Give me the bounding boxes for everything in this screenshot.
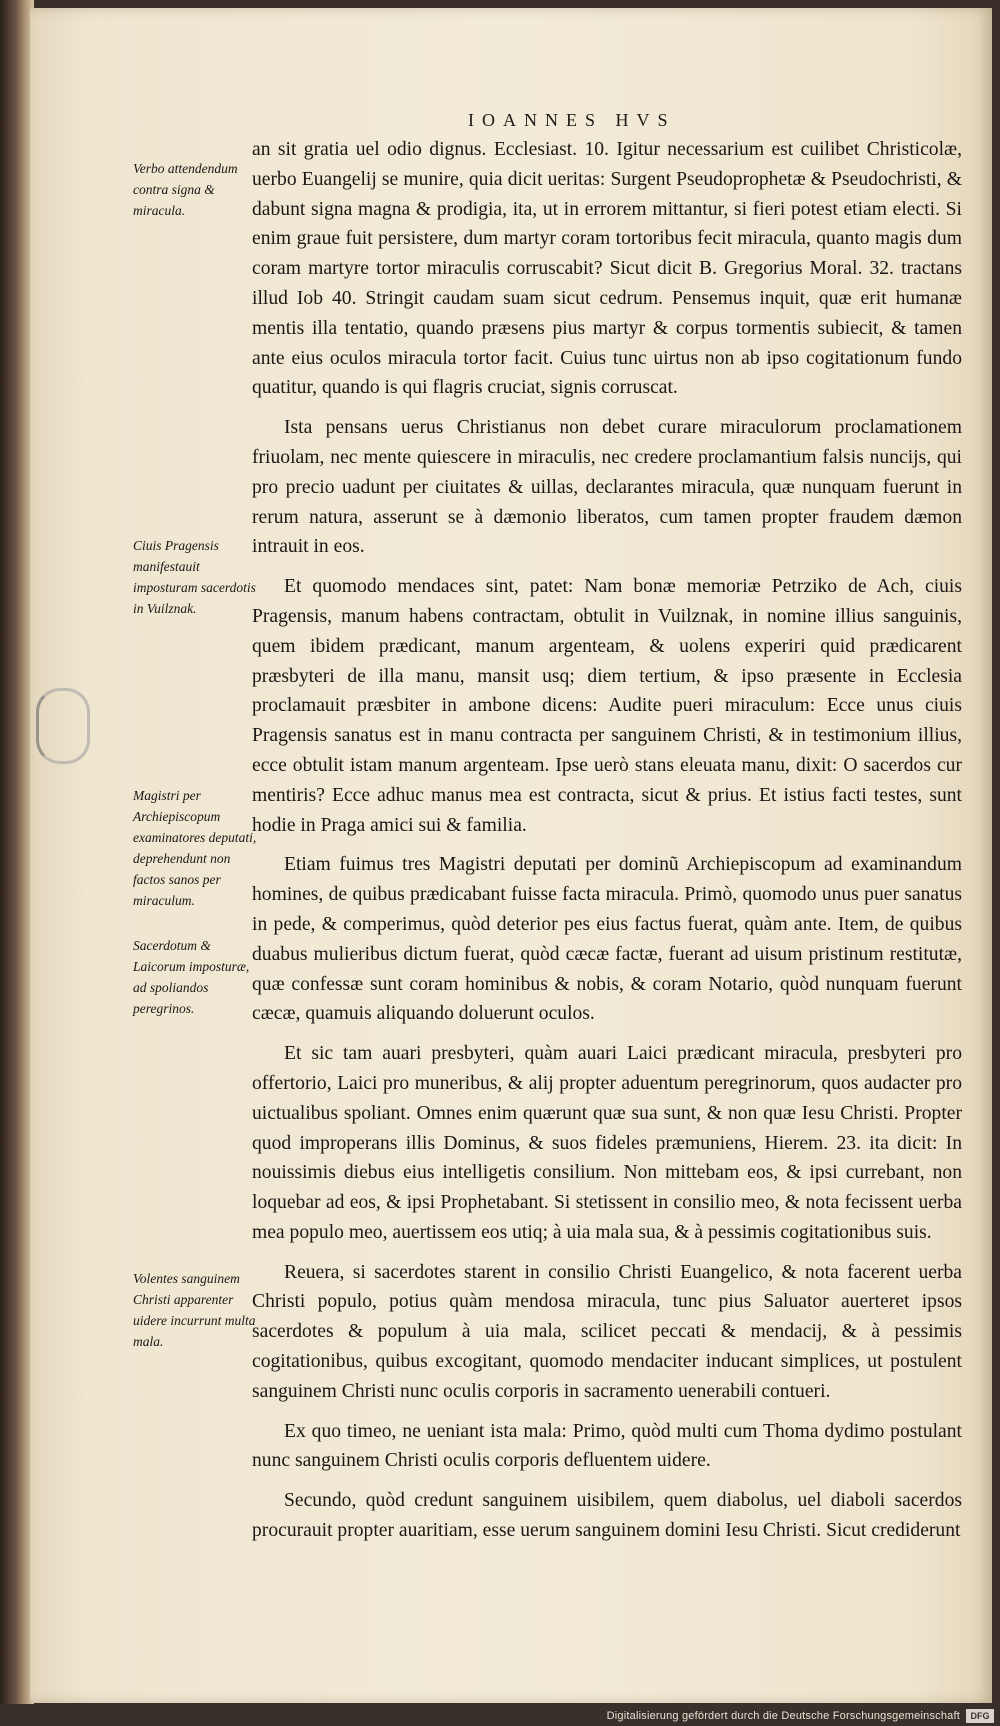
paragraph: Etiam fuimus tres Magistri deputati per dominũ Archiepiscopum ad examinandum homines, de quibus prædicabant fuisse facta miracula. Primò, quomodo unus puer sanatus in pede, & comperimus, quòd deterior pes eius factus fuerat, quàm ante. Item, de quibus duabus mulieribus dictum fuerat, quòd cæcæ factæ, fuerant ad uisum pristinum restitutæ, quæ confessæ sunt coram hominibus & nobis, & coram Notario, quòd nunquam fuerunt cæcæ, quamuis aliquando doluerunt oculos. [252, 854, 962, 1025]
margin-note: Volentes sanguinem Christi apparenter uidere incurrunt multa mala. [133, 1271, 256, 1349]
running-head: IOANNES HVS [468, 110, 676, 130]
margin-note: Sacerdotum & Laicorum imposturæ, ad spoliandos peregrinos. [133, 938, 250, 1016]
paragraph: Ista pensans uerus Christianus non debet curare miraculorum proclamationem friuolam, nec mente quiescere in miraculis, nec credere proclamantium falsis nuncijs, qui pro precio uadunt per ciuitates & uillas, declarantes miracula, quæ nunquam fuerunt in rerum natura, asserunt se à dæmonio liberatos, cum tamen propter fraudem dæmon intrauit in eos. [252, 417, 962, 558]
paragraph: Et quomodo mendaces sint, patet: Nam bonæ memoriæ Petrziko de Ach, ciuis Pragensis, manum habens contractam, obtulit in Vuilznak, in nomine illius sanguinis, quem ibidem prædicant, manum argenteam, & uolens experiri quid prædicarent præsbyteri de illa manu, mansit usq; diem tertium, & ipso præsente in Ecclesia proclamauit præsbiter in ambone dicens: Audite pueri miraculum: Ecce unus ciuis Pragensis sanatus est in manu contracta per sanguinem Christi, & in testimonium illius, ecce obtulit istam manum argenteam. Ipse uerò stans eleuata manu, dixit: O sacerdos cur mentiris? Ecce adhuc manus mea est contracta, sicut & prius. Et istius facti testes, sunt hodie in Praga amici sui & familia. [252, 576, 962, 836]
body-text [252, 135, 962, 1556]
paragraph: Ex quo timeo, ne ueniant ista mala: Primo, quòd multi cum Thoma dydimo postulant nunc sanguinem Christi oculis corporis defluentem uidere. [252, 1420, 962, 1472]
footer-credit: Digitalisierung gefördert durch die Deutsche Forschungsgemeinschaft [606, 1710, 960, 1722]
margin-note: Magistri per Archiepiscopum examinatores deputati, deprehendunt non factos sanos per miraculum. [133, 788, 257, 908]
book-binding-edge [0, 0, 34, 1706]
footer-bar [0, 1704, 1000, 1726]
paragraph: Et sic tam auari presbyteri, quàm auari Laici prædicant miracula, presbyteri pro offertorio, Laici pro muneribus, & alij propter aduentum peregrinorum, quos audacter pro uictualibus spoliant. Omnes enim quærunt quæ sua sunt, & non quæ Iesu Christi. Propter quod improperans illis Dominus, & suos fideles præmuniens, Hierem. 23. ita dicit: In nouissimis diebus eius intelligetis consilium. Non mittebam eos, & ipsi currebant, non loquebar ad eos, & ipsi Prophetabant. Si stetissent in consilio meo, & nota fecissent uerba mea populo meo, auertissem eos utiq; à uia mala sua, & à pessimis cogitationibus suis. [252, 1043, 962, 1243]
paragraph: Secundo, quòd credunt sanguinem uisibilem, quem diabolus, uel diaboli sacerdos procurauit propter auaritiam, esse uerum sanguinem domini Iesu Christi. Sicut crediderunt [252, 1490, 962, 1542]
paper-clip-icon [36, 688, 90, 764]
margin-note: Verbo attendendum contra signa & miracula. [133, 161, 238, 218]
paragraph: Reuera, si sacerdotes starent in consilio Christi Euangelico, & nota facerent uerba Christi populo, potius quàm mendosa miracula, tunc pius Saluator auerteret ipsos sacerdotes & populum à uia mala, scilicet peccati & mendacij, & à pessimis cogitationibus, quibus excogitant, quomodo mendaciter inducant simplices, ut postulent sanguinem Christi nunc oculis corporis in sacramento uenerabili contueri. [252, 1261, 962, 1402]
margin-note: Ciuis Pragensis manifestauit imposturam sacerdotis in Vuilznak. [133, 538, 256, 616]
dfg-logo: DFG [966, 1709, 994, 1723]
paragraph: an sit gratia uel odio dignus. Ecclesiast. 10. Igitur necessarium est cuilibet Christicolæ, uerbo Euangelij se munire, quia dicit ueritas: Surgent Pseudoprophetæ & Pseudochristi, & dabunt signa magna & prodigia, ita, ut in errorem mittantur, si fieri potest etiam electi. Si enim graue fuit persistere, dum martyr coram tortoribus fecit miracula, quanto magis dum coram martyre tortor miraculis corruscabit? Sicut dicit B. Gregorius Moral. 32. tractans illud Iob 40. Stringit caudam suam sicut cedrum. Pensemus inquit, quæ erit humanæ mentis illa tentatio, quando præsens pius martyr & corpus tormentis subiecit, & tamen ante eius oculos miracula tortor facit. Cuius tunc uirtus non ab ipso cogitationum fundo quatitur, quando is qui flagris cruciat, signis corruscat. [252, 139, 962, 399]
